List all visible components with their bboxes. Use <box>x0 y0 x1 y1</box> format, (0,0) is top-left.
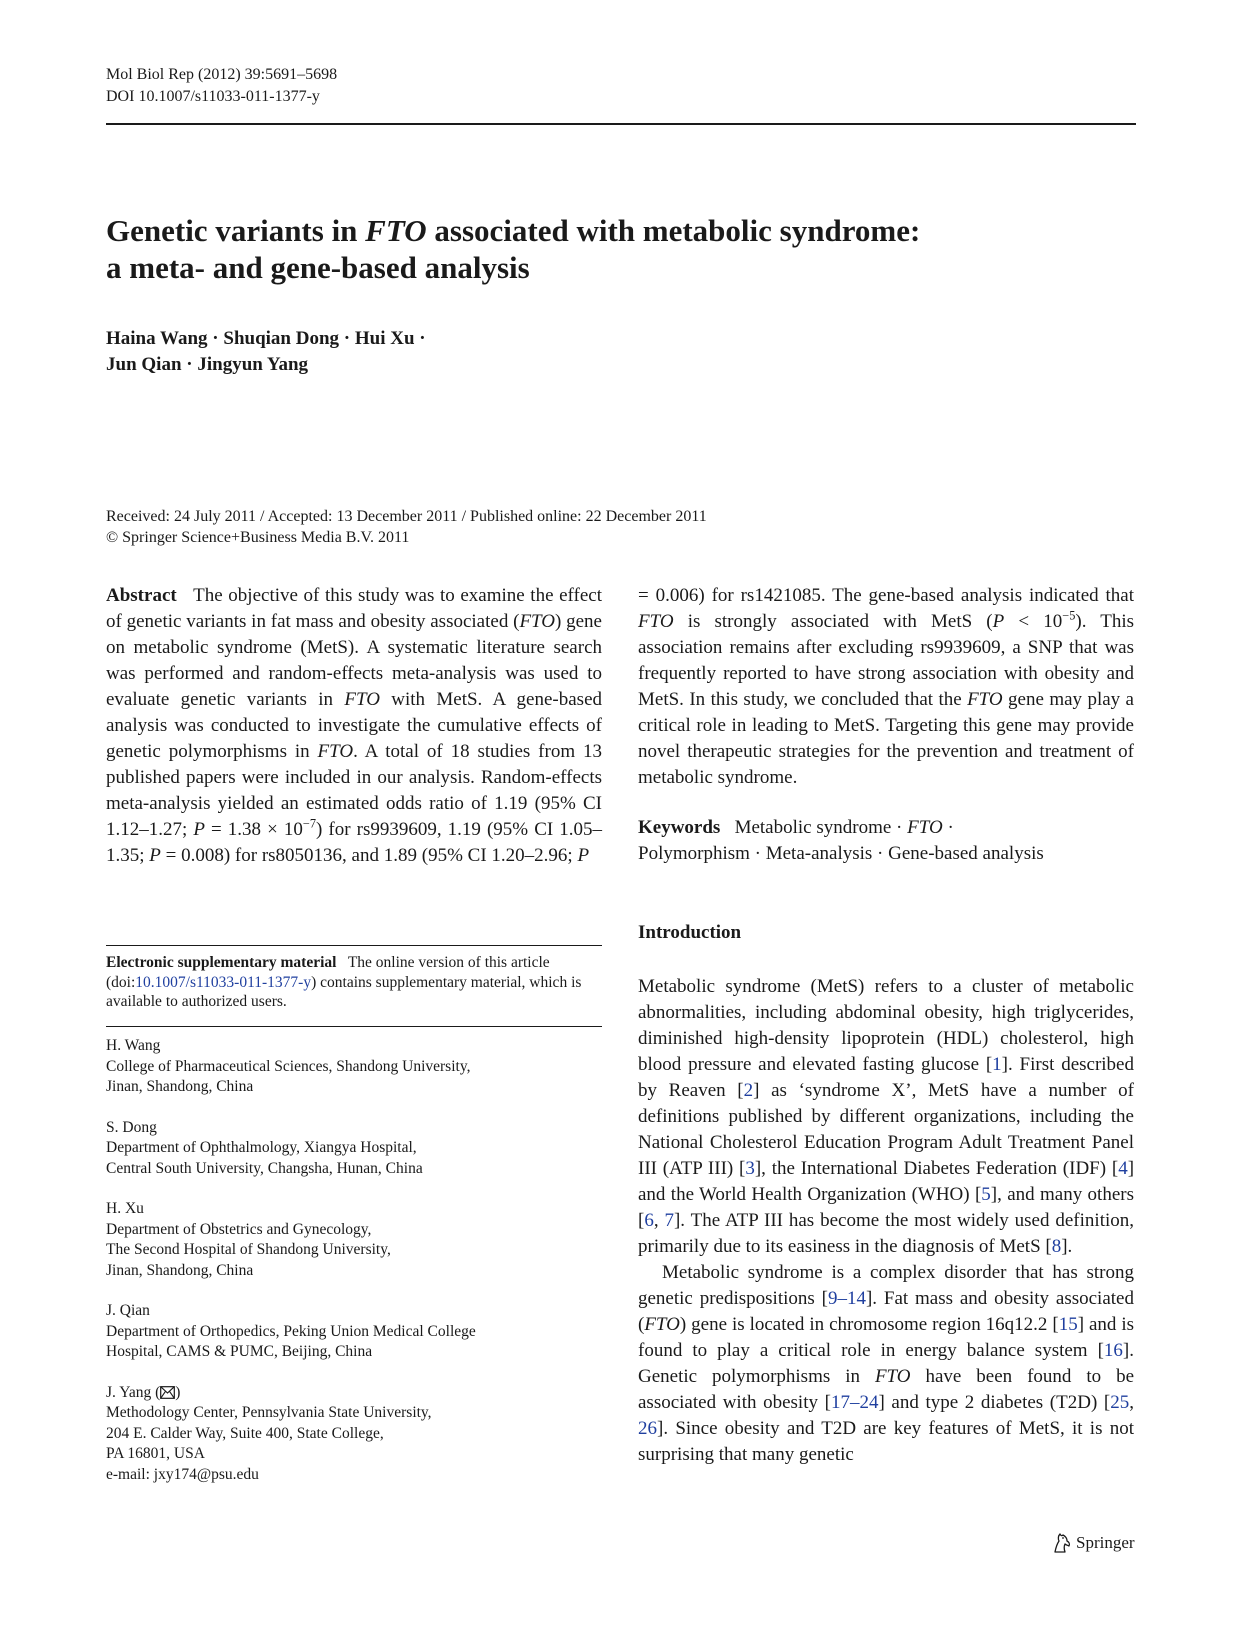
supplementary-text: ) contains supplementary material, which is available to authorized users. <box>106 973 582 1010</box>
intro-text: ]. <box>1061 1236 1073 1257</box>
envelope-icon <box>160 1386 175 1399</box>
affiliation-line: PA 16801, USA <box>106 1445 205 1462</box>
intro-text: ] and the World Health Organization (WHO) [ <box>638 1158 1135 1205</box>
reference-link[interactable]: 6 <box>644 1210 654 1231</box>
journal-header <box>106 64 337 108</box>
keyword-text: Polymorphism · Meta-analysis · Gene-based analysis <box>638 843 1044 864</box>
affiliation-line: The Second Hospital of Shandong University, <box>106 1241 391 1258</box>
affiliation-line: Jinan, Shandong, China <box>106 1261 254 1279</box>
intro-text: ) gene is located in chromosome region 16q12.2 [ <box>679 1314 1059 1335</box>
reference-link[interactable]: 2 <box>743 1080 754 1101</box>
intro-text: ]. The ATP III has become the most widely used definition, primarily due to its easiness in the diagnosis of MetS [ <box>638 1210 1134 1257</box>
affiliation-email[interactable]: e-mail: jxy174@psu.edu <box>106 1465 259 1483</box>
abstract-text: gene may play a critical role in leading to MetS. Targeting this gene may provide novel therapeutic strategies for the prevention and treatment of metabolic syndrome. <box>638 689 1134 788</box>
p-symbol: P <box>577 845 590 866</box>
affiliation-line: Hospital, CAMS & PUMC, Beijing, China <box>106 1343 373 1360</box>
keyword-text: · <box>942 817 954 838</box>
p-symbol: P <box>149 845 161 866</box>
gene-name: FTO <box>967 689 1003 710</box>
publisher-footer <box>1052 1532 1135 1554</box>
affiliation-line: Central South University, Changsha, Hunan, China <box>106 1159 423 1177</box>
affiliation-xu <box>106 1199 602 1281</box>
affiliation-author: H. Xu <box>106 1200 144 1217</box>
reference-link[interactable]: 4 <box>1118 1158 1128 1179</box>
intro-text: Metabolic syndrome (MetS) refers to a cluster of metabolic abnormalities, including abdominal obesity, high triglycerides, diminished high-density lipoprotein (HDL) cholesterol, high blood pressure and elevated fasting glucose [ <box>638 976 1134 1075</box>
supplementary-text: The online version of this article (doi: <box>106 954 550 991</box>
intro-text: ]. First described by Reaven [ <box>638 1054 1134 1101</box>
intro-text: , <box>1129 1392 1134 1413</box>
intro-text: ] as ‘syndrome X’, MetS have a number of definitions published by different organizations, including the National Cholesterol Education Program Adult Treatment Panel III (ATP III) [ <box>638 1080 1134 1179</box>
springer-horse-icon <box>1052 1532 1072 1554</box>
keywords-label: Keywords <box>638 817 721 838</box>
gene-name: FTO <box>519 611 556 632</box>
affiliation-author: S. Dong <box>106 1118 157 1136</box>
publication-history: Received: 24 July 2011 / Accepted: 13 December 2011 / Published online: 22 December 2011 <box>106 508 707 525</box>
affiliation-line: Methodology Center, Pennsylvania State University, <box>106 1404 432 1421</box>
intro-text: , <box>653 1210 665 1231</box>
title-gene: FTO <box>365 213 427 248</box>
affiliation-author: J. Yang ( <box>106 1383 161 1401</box>
abstract-label: Abstract <box>106 585 177 606</box>
intro-paragraph-2 <box>638 1260 1134 1468</box>
reference-link[interactable]: 1 <box>992 1054 1002 1075</box>
affiliation-line: Jinan, Shandong, China <box>106 1078 254 1095</box>
p-symbol: P <box>193 819 205 840</box>
affiliation-dong <box>106 1118 602 1180</box>
header-divider <box>106 123 1136 125</box>
abstract-paragraph <box>106 583 602 869</box>
reference-link[interactable]: 5 <box>981 1184 991 1205</box>
keyword-text: Metabolic syndrome · <box>734 817 908 838</box>
title-line-1 <box>106 212 1136 249</box>
exponent: −5 <box>1062 608 1076 623</box>
keyword-gene: FTO <box>907 817 943 838</box>
abstract-text: . A total of 18 studies from 13 published papers were included in our analysis. Random-effects meta-analysis yielded an estimated odds ratio of 1.19 (95% CI 1.12–1.27; <box>106 741 602 840</box>
gene-name: FTO <box>874 1366 911 1387</box>
supplementary-label: Electronic supplementary material <box>106 954 337 971</box>
reference-link[interactable]: 3 <box>745 1158 755 1179</box>
abstract-text: The objective of this study was to examine the effect of genetic variants in fat mass and obesity associated ( <box>106 585 602 632</box>
affiliation-author: J. Qian <box>106 1302 150 1319</box>
abstract-text: with MetS. A gene-based analysis was conducted to investigate the cumulative effects of genetic polymorphisms in <box>106 689 603 762</box>
intro-text: ], and many others [ <box>638 1184 1134 1231</box>
authors-line-2: Jun Qian · Jingyun Yang <box>106 354 309 375</box>
keywords <box>638 815 1134 867</box>
supplementary-doi-link[interactable]: 10.1007/s11033-011-1377-y <box>135 973 312 991</box>
abstract-text: = 0.006) for rs1421085. The gene-based analysis indicated that <box>638 585 1134 606</box>
intro-text: ] and is found to play a critical role in energy balance system [ <box>638 1314 1135 1361</box>
footnote-divider <box>106 945 602 946</box>
abstract-text: is strongly associated with MetS ( <box>673 611 993 632</box>
title-line-2: a meta- and gene-based analysis <box>106 250 530 285</box>
copyright-notice: © Springer Science+Business Media B.V. 2011 <box>106 529 410 546</box>
author-list <box>106 326 426 378</box>
title-text: Genetic variants in <box>106 213 366 248</box>
affiliation-line: 204 E. Calder Way, Suite 400, State College, <box>106 1424 384 1442</box>
reference-link[interactable]: 9–14 <box>827 1288 866 1309</box>
journal-citation: Mol Biol Rep (2012) 39:5691–5698 <box>106 66 338 83</box>
authors-line-1: Haina Wang · Shuqian Dong · Hui Xu · <box>106 328 426 349</box>
gene-name: FTO <box>344 689 380 710</box>
intro-paragraph-1 <box>638 974 1134 1260</box>
intro-text: ]. Genetic polymorphisms in <box>638 1340 1134 1387</box>
affiliation-author: H. Wang <box>106 1037 161 1054</box>
gene-name: FTO <box>638 611 674 632</box>
gene-name: FTO <box>644 1314 680 1335</box>
abstract-text: ) for rs9939609, 1.19 (95% CI 1.05–1.35; <box>106 819 603 866</box>
intro-text: ]. Fat mass and obesity associated ( <box>638 1288 1134 1335</box>
affiliation-line: Department of Orthopedics, Peking Union Medical College <box>106 1322 476 1340</box>
reference-link[interactable]: 26 <box>638 1418 657 1439</box>
abstract-continuation <box>638 583 1134 791</box>
p-symbol: P <box>992 611 1005 632</box>
intro-text: ], the International Diabetes Federation (IDF) [ <box>754 1158 1119 1179</box>
introduction-heading: Introduction <box>638 922 742 943</box>
affiliation-wang <box>106 1036 602 1098</box>
abstract-text: ). This association remains after excluding rs9939609, a SNP that was frequently reported to have strong association with obesity and MetS. In this study, we concluded that the <box>638 611 1135 710</box>
affiliations <box>106 1036 602 1505</box>
reference-link[interactable]: 16 <box>1103 1340 1123 1361</box>
affiliation-divider <box>106 1026 602 1027</box>
reference-link[interactable]: 15 <box>1058 1314 1078 1335</box>
affiliation-line: Department of Obstetrics and Gynecology, <box>106 1220 372 1238</box>
abstract-text: < 10 <box>1004 611 1063 632</box>
affiliation-author-suffix: ) <box>175 1383 181 1401</box>
reference-link[interactable]: 8 <box>1051 1236 1062 1257</box>
reference-link[interactable]: 7 <box>664 1210 674 1231</box>
publisher-name: Springer <box>1076 1533 1135 1552</box>
title-text: associated with metabolic syndrome: <box>426 213 921 248</box>
intro-text: ]. Since obesity and T2D are key features of MetS, it is not surprising that many genetic <box>638 1418 1134 1465</box>
reference-link[interactable]: 25 <box>1110 1392 1130 1413</box>
affiliation-line: Department of Ophthalmology, Xiangya Hospital, <box>106 1139 417 1156</box>
intro-text: have been found to be associated with obesity [ <box>638 1366 1134 1413</box>
reference-link[interactable]: 17–24 <box>830 1392 879 1413</box>
supplementary-material-note <box>106 953 602 1012</box>
journal-doi: DOI 10.1007/s11033-011-1377-y <box>106 88 320 105</box>
exponent: −7 <box>302 816 317 831</box>
intro-text: Metabolic syndrome is a complex disorder that has strong genetic predispositions [ <box>638 1262 1134 1309</box>
abstract-text: ) gene on metabolic syndrome (MetS). A systematic literature search was performed and random-effects meta-analysis was used to evaluate genetic variants in <box>106 611 602 710</box>
affiliation-line: College of Pharmaceutical Sciences, Shandong University, <box>106 1057 471 1075</box>
intro-text: ] and type 2 diabetes (T2D) [ <box>878 1392 1111 1413</box>
publication-dates <box>106 506 707 548</box>
affiliation-qian <box>106 1301 602 1363</box>
abstract-text: = 0.008) for rs8050136, and 1.89 (95% CI 1.20–2.96; <box>160 845 578 866</box>
abstract-left <box>106 583 602 869</box>
affiliation-author-corresponding <box>106 1383 602 1404</box>
abstract-text: = 1.38 × 10 <box>204 819 303 840</box>
affiliation-yang <box>106 1383 602 1486</box>
gene-name: FTO <box>317 741 354 762</box>
article-title <box>106 212 1136 286</box>
introduction-body <box>638 974 1134 1468</box>
abstract-right <box>638 583 1134 867</box>
